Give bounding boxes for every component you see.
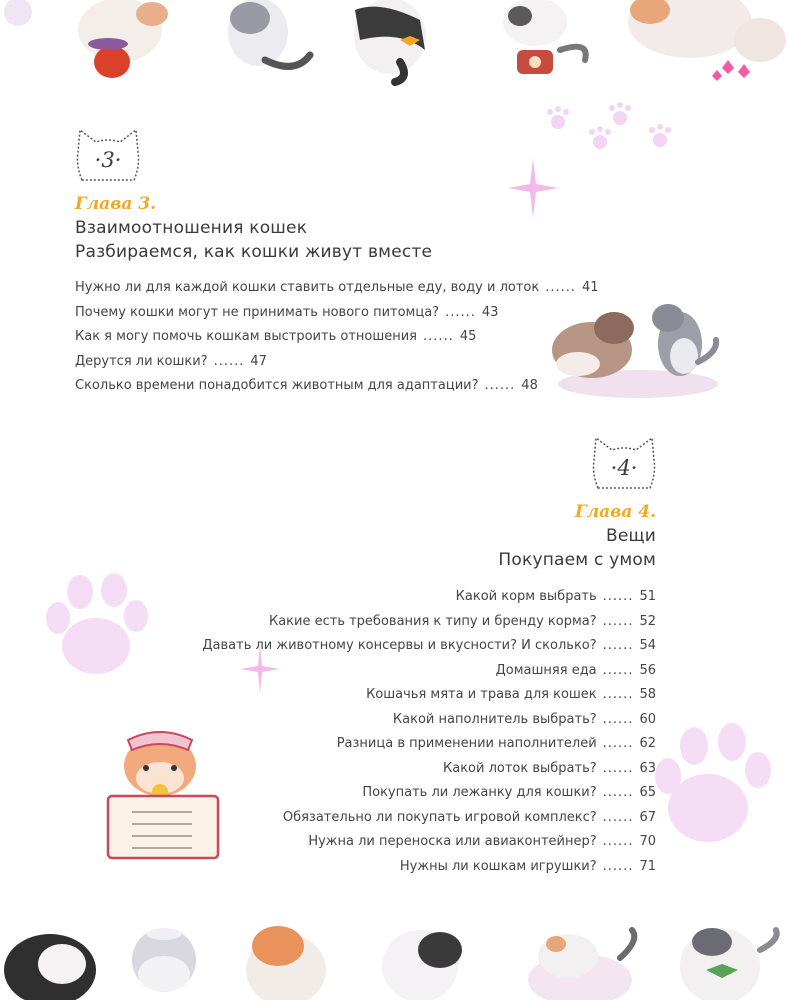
toc-entry[interactable]: Дерутся ли кошки? ...... 47: [75, 353, 267, 369]
cat-illustration: [382, 930, 462, 1000]
toc-entry[interactable]: Какой лоток выбрать? ...... 63: [443, 760, 656, 776]
cat-illustration: [680, 928, 777, 1000]
chapter3-badge: [74, 126, 142, 184]
toc-entry[interactable]: Почему кошки могут не принимать нового питомца? ...... 43: [75, 304, 499, 320]
cat-illustration: [246, 926, 326, 1000]
toc-entry[interactable]: Домашняя еда ...... 56: [495, 662, 656, 678]
toc-entry[interactable]: Нужны ли кошкам игрушки? ...... 71: [399, 858, 656, 874]
cat-illustration: [628, 0, 786, 81]
cat-illustration: [228, 0, 310, 66]
paw-prints-top: [540, 100, 740, 160]
toc-entry[interactable]: Обязательно ли покупать игровой комплекс? ...... 67: [282, 809, 656, 825]
toc-entry[interactable]: Разница в применении наполнителей ...... 62: [336, 736, 656, 751]
cat-illustration: [4, 934, 96, 1000]
toc-entry[interactable]: Сколько времени понадобится животным для адаптации? ...... 48: [75, 378, 538, 393]
toc-entry[interactable]: Какой корм выбрать ...... 51: [455, 589, 656, 604]
cat-illustration: [4, 0, 168, 78]
hamster-sign-illustration: [102, 722, 232, 862]
toc-entry[interactable]: Давать ли животному консервы и вкусности? И сколько? ...... 54: [202, 638, 656, 653]
chapter3-label: Глава 3.: [75, 194, 157, 214]
bottom-cat-illustrations: [0, 910, 800, 1000]
chapter3-number: ·3·: [94, 148, 122, 172]
top-cat-illustrations: [0, 0, 800, 90]
toc-entry[interactable]: Какие есть требования к типу и бренду корма? ...... 52: [268, 613, 656, 629]
cat-illustration: [132, 928, 196, 992]
chapter4-badge: [590, 434, 658, 492]
toc-entry[interactable]: Покупать ли лежанку для кошки? ...... 65: [362, 785, 656, 800]
chapter4-toc: [202, 585, 656, 879]
chapter3-toc: [75, 276, 599, 399]
chapter3-subtitle: Разбираемся, как кошки живут вместе: [75, 242, 433, 262]
toc-entry[interactable]: Какой наполнитель выбрать? ...... 60: [392, 711, 656, 727]
toc-entry[interactable]: Кошачья мята и трава для кошек ...... 58: [366, 687, 656, 702]
toc-entry[interactable]: Нужно ли для каждой кошки ставить отдельные еду, воду и лоток ...... 41: [75, 280, 599, 295]
cat-illustration: [354, 0, 426, 82]
toc-entry[interactable]: Как я могу помочь кошкам выстроить отношения ...... 45: [75, 329, 477, 344]
cat-illustration: [503, 0, 586, 74]
sparkle-icon: [508, 158, 558, 218]
paw-print-large: [648, 712, 788, 862]
chapter4-number: ·4·: [610, 456, 638, 480]
two-cats-illustration: [548, 292, 728, 402]
chapter3-title: Взаимоотношения кошек: [75, 218, 308, 238]
cat-illustration: [528, 930, 634, 1000]
chapter4-label: Глава 4.: [574, 502, 656, 522]
chapter4-title: Вещи: [606, 526, 656, 546]
chapter4-subtitle: Покупаем с умом: [498, 550, 656, 570]
paw-print-large: [34, 564, 154, 684]
toc-entry[interactable]: Нужна ли переноска или авиаконтейнер? ...... 70: [308, 834, 656, 849]
